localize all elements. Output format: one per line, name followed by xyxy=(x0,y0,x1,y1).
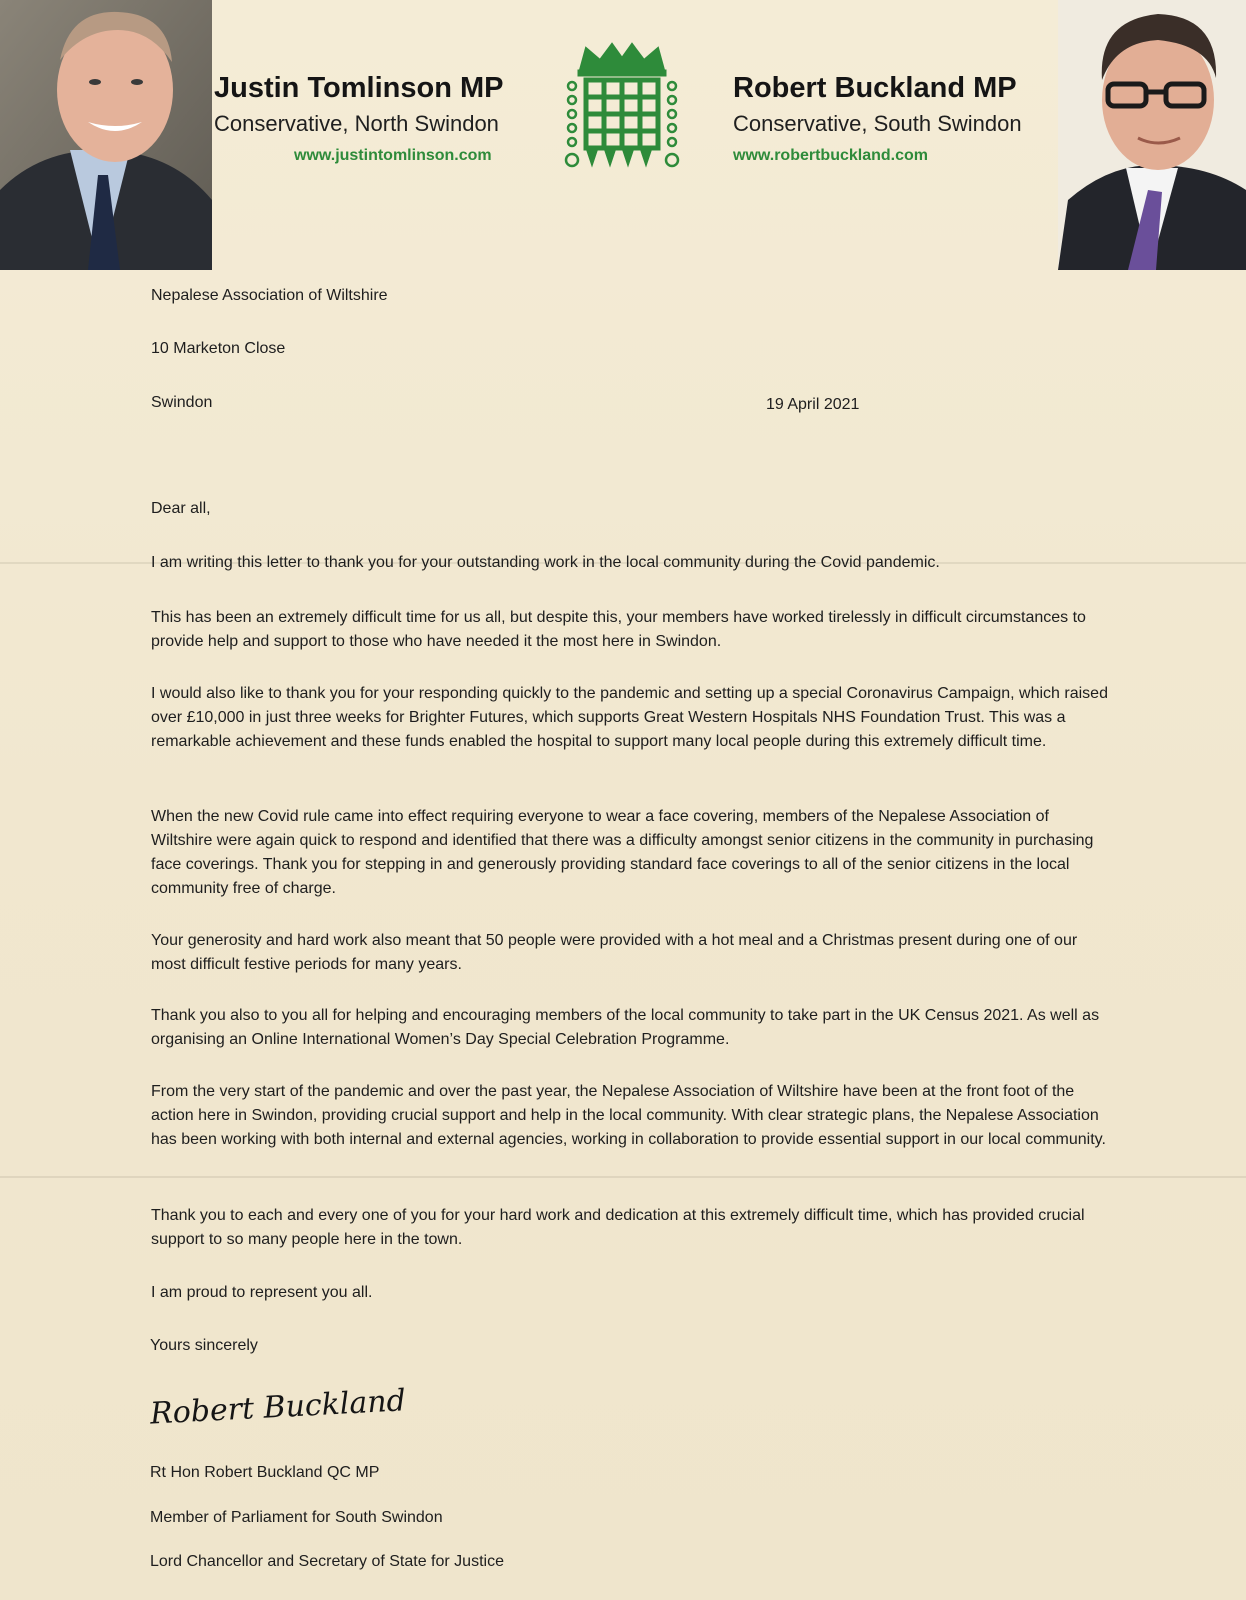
signatory-role-1: Member of Parliament for South Swindon xyxy=(150,1509,443,1526)
portcullis-emblem-icon xyxy=(560,40,684,180)
paragraph-6: Thank you also to you all for helping and encouraging members of the local community to take part in the UK Census 2021. As well as organising an Online International Women’s Day Special Celebration Programme. xyxy=(151,1007,1100,1048)
paragraph-3: I would also like to thank you for your responding quickly to the pandemic and setting up a special Coronavirus Campaign, which raised over £10,000 in just three weeks for Brighter Futures, which supports Great Western Hospitals NHS Foundation Trust. This was a remarkable achievement and these funds enabled the hospital to support many local people during this extremely difficult time. xyxy=(151,685,1108,750)
left-mp-constituency: Conservative, North Swindon xyxy=(214,111,499,136)
paragraph-9: I am proud to represent you all. xyxy=(151,1284,373,1301)
paragraph-7: From the very start of the pandemic and over the past year, the Nepalese Association of Wiltshire have been at the front foot of the action here in Swindon, providing crucial support and help in the local community. With clear strategic plans, the Nepalese Association has been working with both internal and external agencies, working in collaboration to provide essential support in our local community. xyxy=(151,1083,1106,1148)
closing: Yours sincerely xyxy=(150,1337,258,1354)
right-mp-website[interactable]: www.robertbuckland.com xyxy=(733,147,928,164)
left-mp-name: Justin Tomlinson MP xyxy=(214,72,504,104)
paragraph-5: Your generosity and hard work also meant that 50 people were provided with a hot meal and a Christmas present during one of our most difficult festive periods for many years. xyxy=(151,932,1078,973)
left-mp-website[interactable]: www.justintomlinson.com xyxy=(294,147,492,164)
right-mp-block xyxy=(733,72,1022,165)
paragraph-1: I am writing this letter to thank you for your outstanding work in the local community during the Covid pandemic. xyxy=(151,554,940,571)
right-mp-name: Robert Buckland MP xyxy=(733,72,1017,104)
right-mp-constituency: Conservative, South Swindon xyxy=(733,111,1022,136)
robert-buckland-photo xyxy=(1058,0,1246,270)
signatory-role-2: Lord Chancellor and Secretary of State for Justice xyxy=(150,1553,504,1570)
letter-date: 19 April 2021 xyxy=(766,396,860,413)
paper-fold xyxy=(0,1176,1246,1178)
left-mp-block xyxy=(214,72,503,165)
recipient-street: 10 Marketon Close xyxy=(151,340,286,357)
paragraph-4: When the new Covid rule came into effect requiring everyone to wear a face covering, members of the Nepalese Association of Wiltshire were again quick to respond and identified that there was a difficulty amongst senior citizens in the community in purchasing face coverings. Thank you for stepping in and generously providing standard face coverings to all of the senior citizens in the local community free of charge. xyxy=(151,808,1094,897)
salutation: Dear all, xyxy=(151,500,211,517)
paragraph-8: Thank you to each and every one of you for your hard work and dedication at this extremely difficult time, which has provided crucial support to so many people here in the town. xyxy=(151,1207,1085,1248)
justin-tomlinson-photo xyxy=(0,0,212,270)
signature: Robert Buckland xyxy=(149,1383,407,1432)
paragraph-2: This has been an extremely difficult time for us all, but despite this, your members have worked tirelessly in difficult circumstances to provide help and support to those who have needed it the most here in Swindon. xyxy=(151,609,1086,650)
recipient-town: Swindon xyxy=(151,394,213,411)
signatory-name: Rt Hon Robert Buckland QC MP xyxy=(150,1464,380,1481)
recipient-name: Nepalese Association of Wiltshire xyxy=(151,287,388,304)
